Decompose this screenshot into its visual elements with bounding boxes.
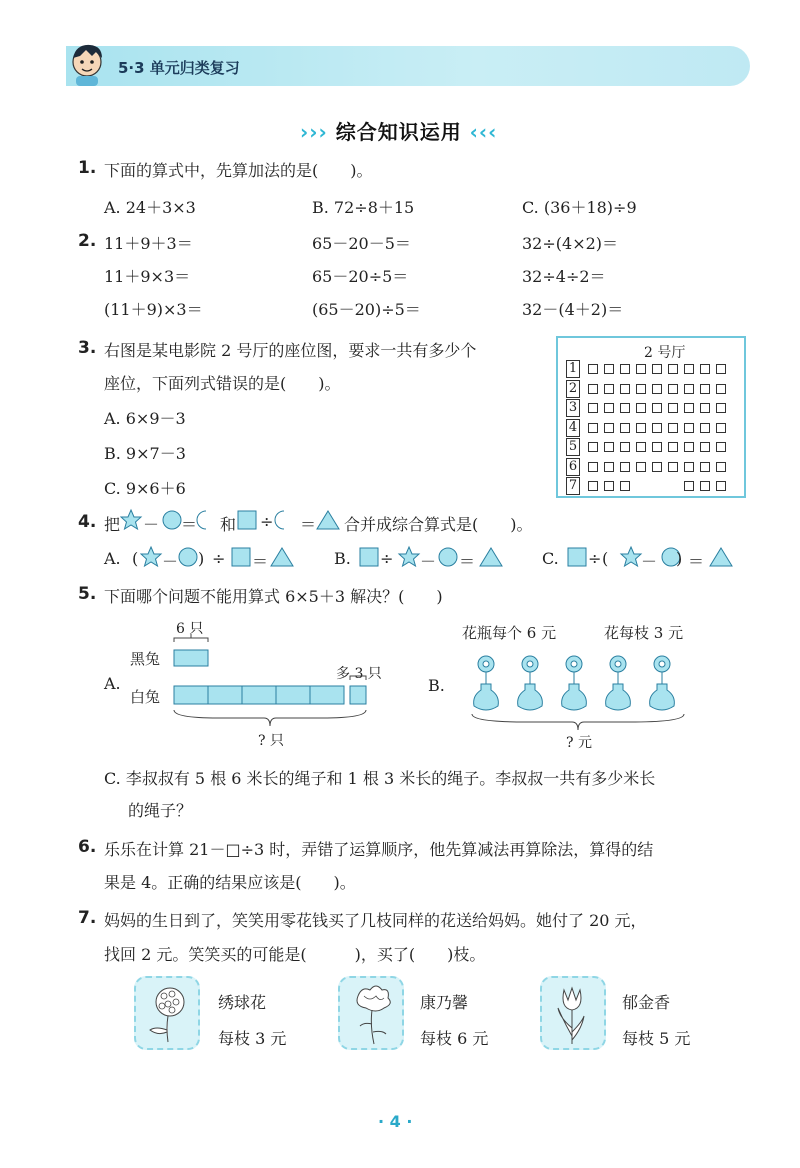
square-icon <box>238 511 256 529</box>
seat <box>652 384 662 394</box>
six-label: 6 只 <box>176 621 204 637</box>
tulip-icon <box>542 978 604 1048</box>
right-arrows-icon: ‹‹‹ <box>469 120 498 144</box>
op-eq: ＝ <box>300 515 317 534</box>
seat <box>588 384 598 394</box>
seat <box>588 442 598 452</box>
seat <box>636 423 646 433</box>
seat <box>684 384 694 394</box>
lparen: ( <box>132 549 139 568</box>
flower-price: 花每枝 3 元 <box>604 624 684 642</box>
option-c: C. <box>542 549 559 568</box>
seat <box>636 384 646 394</box>
seat <box>684 442 694 452</box>
question-number: 7. <box>78 908 97 928</box>
option-a: A. 6×9－3 <box>104 409 186 428</box>
flower-price: 每枝 5 元 <box>622 1029 691 1048</box>
question-number: 5. <box>78 584 97 604</box>
carnation-icon <box>340 978 402 1048</box>
row-number: 3 <box>566 399 580 417</box>
flower-price: 每枝 3 元 <box>218 1029 287 1048</box>
question-number: 4. <box>78 512 97 532</box>
q4-merge-text: 合并成综合算式是( )。 <box>344 515 533 534</box>
question-text: 找回 2 元。笑笑买的可能是( )，买了( )枝。 <box>104 945 486 964</box>
circle-icon <box>439 548 457 566</box>
seat <box>620 364 630 374</box>
op-div: ÷ <box>588 549 602 568</box>
moon-icon <box>275 511 284 529</box>
seat <box>684 423 694 433</box>
lparen: ( <box>602 549 609 568</box>
flower-name: 郁金香 <box>622 993 671 1012</box>
white-bar <box>174 686 344 704</box>
seat <box>620 403 630 413</box>
unit-review-title: 5·3 单元归类复习 <box>118 59 240 77</box>
row-number: 1 <box>566 360 580 378</box>
star-icon <box>141 547 161 566</box>
op-div: ÷ <box>260 512 274 531</box>
flower-name: 绣球花 <box>218 993 267 1012</box>
seat <box>604 481 614 491</box>
question-text: 右图是某电影院 2 号厅的座位图，要求一共有多少个 <box>104 341 477 360</box>
star-icon <box>121 510 141 529</box>
seat <box>668 364 678 374</box>
moon-icon <box>197 511 206 529</box>
option-c: C. 9×6＋6 <box>104 479 186 498</box>
seat <box>652 462 662 472</box>
option-c: C. (36＋18)÷9 <box>522 198 637 217</box>
seat <box>668 442 678 452</box>
option-b: B. 9×7－3 <box>104 444 186 463</box>
seat <box>652 364 662 374</box>
question-number: 2. <box>78 231 97 251</box>
row-number: 5 <box>566 438 580 456</box>
b-total-label: ? 元 <box>566 735 592 751</box>
question-text: 下面的算式中，先算加法的是( )。 <box>104 161 373 180</box>
vase-with-flower <box>650 656 675 710</box>
seat <box>620 462 630 472</box>
seat <box>588 462 598 472</box>
vase-with-flower <box>562 656 587 710</box>
seat <box>700 462 710 472</box>
seat <box>652 403 662 413</box>
option-c-line2: 的绳子？ <box>128 801 193 820</box>
black-bar <box>174 650 208 666</box>
extra-bar <box>350 686 366 704</box>
q4-word-ba: 把 <box>104 515 121 534</box>
seat <box>700 442 710 452</box>
hall-label: 2 号厅 <box>644 345 686 361</box>
seat <box>700 403 710 413</box>
vase-with-flower <box>474 656 499 710</box>
page-number: · 4 · <box>378 1112 413 1131</box>
option-b: B. <box>334 549 351 568</box>
seat <box>700 364 710 374</box>
op-minus: － <box>641 552 658 571</box>
seat <box>588 423 598 433</box>
seat <box>716 423 726 433</box>
seat <box>668 384 678 394</box>
triangle-icon <box>317 511 339 529</box>
seat <box>668 423 678 433</box>
square-icon <box>232 548 250 566</box>
section-title: 综合知识运用 <box>335 120 462 144</box>
rparen: ) <box>198 549 205 568</box>
question-number: 3. <box>78 338 97 358</box>
black-rabbit-label: 黑兔 <box>130 650 161 668</box>
seat <box>636 364 646 374</box>
seat <box>636 403 646 413</box>
op-minus: － <box>143 515 160 534</box>
seat <box>716 364 726 374</box>
seat <box>716 403 726 413</box>
seat <box>668 462 678 472</box>
more-label: 多 3 只 <box>336 666 382 682</box>
seat <box>700 384 710 394</box>
seat <box>700 423 710 433</box>
seat <box>716 462 726 472</box>
seat <box>604 403 614 413</box>
seat <box>716 384 726 394</box>
triangle-icon <box>710 548 732 566</box>
option-b: B. 72÷8＋15 <box>312 198 415 217</box>
seat <box>684 403 694 413</box>
option-a: A. <box>104 549 121 568</box>
seat <box>588 481 598 491</box>
question-text: 座位，下面列式错误的是( )。 <box>104 374 341 393</box>
seat <box>588 403 598 413</box>
option-a: A. 24＋3×3 <box>104 198 196 217</box>
student-avatar-icon <box>66 40 108 86</box>
seat <box>620 481 630 491</box>
question-text: 妈妈的生日到了，笑笑用零花钱买了几枝同样的花送给妈妈。她付了 20 元， <box>104 911 647 930</box>
op-minus: － <box>420 552 437 571</box>
seat-chart <box>556 336 746 498</box>
carnation-card <box>338 976 404 1050</box>
vase-price: 花瓶每个 6 元 <box>462 624 557 642</box>
seat <box>620 423 630 433</box>
row-number: 2 <box>566 380 580 398</box>
seat <box>620 442 630 452</box>
hydrangea-icon <box>136 978 198 1048</box>
seat <box>684 481 694 491</box>
circle-icon <box>163 511 181 529</box>
seat <box>604 462 614 472</box>
option-c-line1: C. 李叔叔有 5 根 6 米长的绳子和 1 根 3 米长的绳子。李叔叔一共有多少米长 <box>104 769 656 788</box>
seat <box>636 462 646 472</box>
seat <box>636 442 646 452</box>
expression: 32÷4÷2＝ <box>522 267 606 286</box>
seat <box>716 481 726 491</box>
circle-icon <box>179 548 197 566</box>
hydrangea-card <box>134 976 200 1050</box>
vase-with-flower <box>606 656 631 710</box>
flower-name: 康乃馨 <box>420 993 469 1012</box>
section-heading <box>300 116 497 145</box>
expression: (11＋9)×3＝ <box>104 300 203 319</box>
row-number: 7 <box>566 477 580 495</box>
seat <box>684 462 694 472</box>
triangle-icon <box>271 548 293 566</box>
seat <box>604 442 614 452</box>
white-rabbit-label: 白兔 <box>130 688 161 706</box>
expression: 65－20÷5＝ <box>312 267 409 286</box>
option-b-label: B. <box>428 676 445 695</box>
total-label: ? 只 <box>258 733 284 749</box>
option-a-label: A. <box>104 674 121 693</box>
tulip-card <box>540 976 606 1050</box>
seat <box>652 442 662 452</box>
flower-price: 每枝 6 元 <box>420 1029 489 1048</box>
bar-model-diagram <box>168 630 378 734</box>
question-text: 下面哪个问题不能用算式 6×5＋3 解决？( ) <box>104 587 443 606</box>
q4-word-he: 和 <box>220 515 237 534</box>
op-minus: － <box>162 552 179 571</box>
op-div: ÷ <box>380 549 394 568</box>
seat <box>652 423 662 433</box>
star-icon <box>399 547 419 566</box>
seat <box>716 442 726 452</box>
expression: 65－20－5＝ <box>312 234 411 253</box>
expression: (65－20)÷5＝ <box>312 300 421 319</box>
rparen: ) <box>676 549 683 568</box>
star-icon <box>621 547 641 566</box>
op-div: ÷ <box>212 549 226 568</box>
expression: 32÷(4×2)＝ <box>522 234 619 253</box>
row-number: 4 <box>566 419 580 437</box>
vases-illustration <box>466 650 696 734</box>
vase-with-flower <box>518 656 543 710</box>
op-eq: ＝ <box>688 552 705 571</box>
square-icon <box>568 548 586 566</box>
question-text: 果是 4。正确的结果应该是( )。 <box>104 873 356 892</box>
triangle-icon <box>480 548 502 566</box>
question-text: 乐乐在计算 21－□÷3 时，弄错了运算顺序，他先算减法再算除法，算得的结 <box>104 840 654 859</box>
question-number: 6. <box>78 837 97 857</box>
row-number: 6 <box>566 458 580 476</box>
expression: 32－(4＋2)＝ <box>522 300 624 319</box>
left-arrows-icon: ››› <box>300 120 328 144</box>
op-eq: ＝ <box>252 552 269 571</box>
seat <box>604 384 614 394</box>
seat <box>604 364 614 374</box>
seat <box>588 364 598 374</box>
seat <box>700 481 710 491</box>
op-eq: ＝ <box>181 515 198 534</box>
question-number: 1. <box>78 158 97 178</box>
seat <box>620 384 630 394</box>
expression: 11＋9＋3＝ <box>104 234 193 253</box>
square-icon <box>360 548 378 566</box>
seat <box>668 403 678 413</box>
op-eq: ＝ <box>459 552 476 571</box>
seat <box>684 364 694 374</box>
expression: 11＋9×3＝ <box>104 267 191 286</box>
seat <box>604 423 614 433</box>
